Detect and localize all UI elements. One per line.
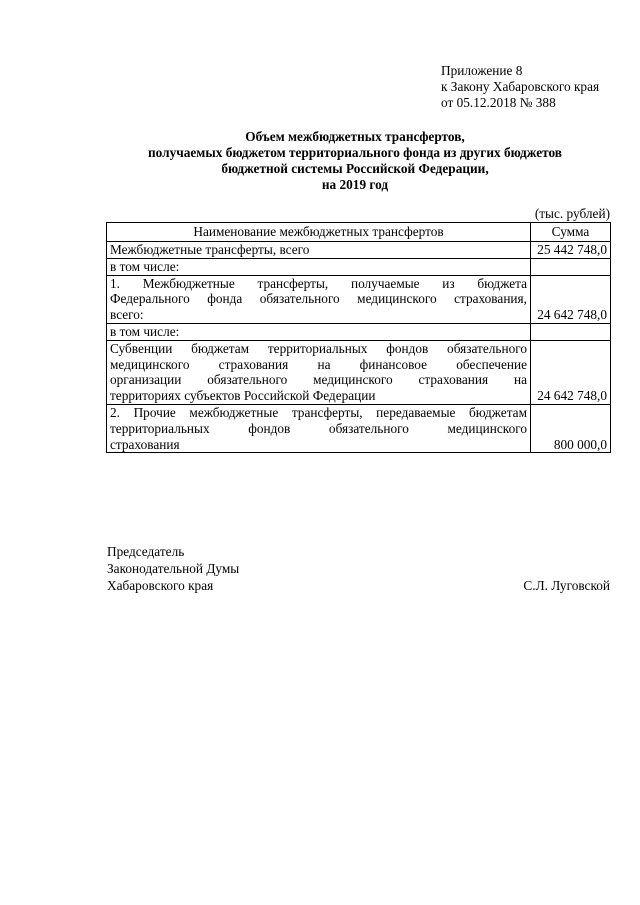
appendix-date: от 05.12.2018 № 388 [441, 95, 556, 110]
row-name-line: территориальных фондов обязательного медицинского [110, 420, 527, 436]
document-title [100, 129, 610, 193]
title-line-4: на 2019 год [321, 177, 389, 192]
table-row [107, 275, 611, 323]
row-sum: 800 000,0 [531, 404, 611, 452]
table-header-row [107, 223, 611, 242]
signature-block [107, 543, 239, 594]
title-line-1: Объем межбюджетных трансфертов, [245, 129, 465, 144]
row-name-line: в том числе: [110, 323, 180, 339]
signature-position-3: Хабаровского края [107, 578, 214, 593]
table-row [107, 258, 611, 275]
row-name-line: 2. Прочие межбюджетные трансферты, передаваемые бюджетам [110, 404, 527, 420]
row-name [107, 275, 531, 323]
transfers-table [106, 222, 611, 453]
units-label: (тыс. рублей) [534, 206, 610, 221]
row-name-line: всего: [110, 307, 144, 323]
signer-name: С.Л. Луговской [523, 578, 610, 593]
appendix-law: к Закону Хабаровского края [441, 79, 600, 94]
row-sum: 24 642 748,0 [531, 275, 611, 323]
table-row [107, 242, 611, 259]
row-name-line: организации обязательного медицинского страхования на [110, 372, 527, 388]
row-name-line: 1. Межбюджетные трансферты, получаемые из бюджета [110, 275, 527, 291]
table-row [107, 340, 611, 404]
row-name [107, 323, 531, 340]
table-row [107, 404, 611, 452]
row-name [107, 340, 531, 404]
row-name-line: страхования [110, 436, 180, 452]
title-line-3: бюджетной системы Российской Федерации, [221, 161, 489, 176]
row-sum: 25 442 748,0 [531, 242, 611, 259]
table-row [107, 323, 611, 340]
row-name [107, 258, 531, 275]
appendix-number: Приложение 8 [441, 63, 523, 78]
signature-position-1: Председатель [107, 544, 185, 559]
row-name-line: в том числе: [110, 258, 180, 274]
signature-position-2: Законодательной Думы [107, 561, 240, 576]
row-name [107, 404, 531, 452]
header-sum: Сумма [531, 223, 611, 242]
row-name [107, 242, 531, 259]
row-sum [531, 323, 611, 340]
row-name-line: медицинского страхования на финансовое обеспечение [110, 356, 527, 372]
row-name-line: Федерального фонда обязательного медицинского страхования, [110, 291, 527, 307]
row-name-line: территориях субъектов Российской Федерации [110, 388, 376, 404]
row-name-line: Субвенции бюджетам территориальных фондов обязательного [110, 340, 527, 356]
header-name: Наименование межбюджетных трансфертов [107, 223, 531, 242]
row-sum: 24 642 748,0 [531, 340, 611, 404]
appendix-reference [441, 63, 599, 111]
row-name-line: Межбюджетные трансферты, всего [110, 242, 310, 257]
title-line-2: получаемых бюджетом территориального фонда из других бюджетов [148, 145, 562, 160]
row-sum [531, 258, 611, 275]
